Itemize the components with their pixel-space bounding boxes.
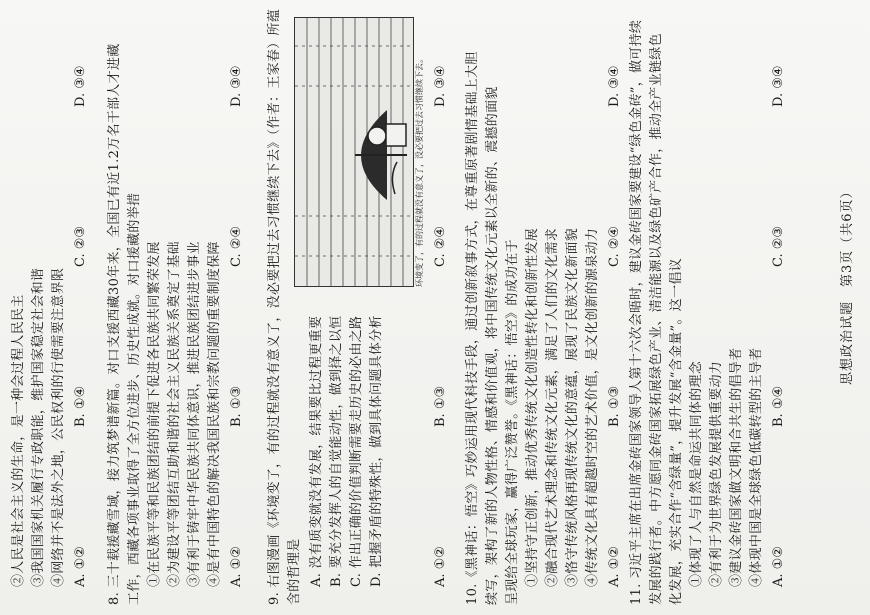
cartoon-image: [294, 17, 414, 287]
option-b: B. ①③: [433, 385, 448, 427]
q10-statement: ①坚持守正创新，推动优秀传统文化创造性转化和创新性发展: [525, 227, 540, 587]
q11-statement: ③建议金砖国家做文明和合共生的倡导者: [729, 347, 744, 587]
q10-stem: 续写，架构了新的人物性格、情感和价值观，将中国传统文化元素以全新的、震撼的面貌: [485, 86, 500, 605]
option-d: D. ③④: [229, 65, 244, 107]
q7-line: ②人民是社会主义的生命，是一种会过程人民民主: [11, 294, 26, 587]
q8-stem: 工作，西藏各项事业取得了全方位进步、历史性成就。对口援藏的举措: [127, 192, 142, 605]
option-c: C. ②③: [73, 225, 88, 267]
q10-statement: ④传统文化具有超越时空的艺术价值，是文化创新的源泉动力: [585, 227, 600, 587]
q8-statement: ①在民族平等和民族团结的前提下促进各民族共同繁荣发展: [147, 241, 162, 587]
cartoon-caption: 环境变了，有的过程就没有意义了，没必要把过去习惯继续下去。: [415, 55, 424, 287]
option-c: C. ②④: [229, 225, 244, 267]
option-b: B. ①③: [229, 385, 244, 427]
q10-statement: ②融合现代艺术理念和传统文化元素，满足了人们的文化需求: [545, 227, 560, 587]
q11-stem: 发展的践行者。中方愿同金砖国家拓展绿色产业、清洁能源以及绿色矿产合作，推动全产业链绿色: [649, 33, 664, 605]
q7-line: ④网络并不是法外之地，公民权利的行使需要注意界限: [51, 267, 66, 587]
option-d: D. ③④: [771, 65, 786, 107]
option-c: C. ②④: [433, 225, 448, 267]
q9-stem: 含的哲理是: [287, 538, 302, 605]
option-d: D. ③④: [433, 65, 448, 107]
q8-statement: ③有利于铸牢中华民族共同体意识，推进民族团结进步事业: [187, 241, 202, 587]
option-c: C. ②④: [607, 225, 622, 267]
q8-stem: 8. 三十载援藏雪域，接力筑梦谱新篇。对口支援西藏30年来，全国已有近1.2万名干部人才进藏: [107, 43, 122, 605]
q9-choice: C. 作出正确的价值判断需要走历史的必由之路: [349, 315, 364, 587]
q7-line: ③我国国家机关履行专政职能，维护国家稳定社会和谐: [31, 267, 46, 587]
q8-statement: ②为建设平等团结互助和谐的社会主义民族关系奠定了基础: [167, 241, 182, 587]
q9-stem: 9. 右图漫画《环境变了，有的过程就没有意义了，没必要把过去习惯继续下去》（作者：王家春）所蕴: [267, 8, 282, 605]
option-c: C. ②③: [771, 225, 786, 267]
q10-stem: 呈现给全球玩家，赢得广泛赞誉。《黑神话：悟空》的成功在于: [505, 239, 520, 605]
q11-statement: ④体现中国是全球绿色低碳转型的主导者: [749, 347, 764, 587]
option-d: D. ③④: [607, 65, 622, 107]
q10-statement: ③恪守传统风格再现传统文化的意蕴，展现了民族文化新面貌: [565, 227, 580, 587]
option-b: B. ①④: [771, 385, 786, 427]
option-b: B. ①③: [607, 385, 622, 427]
option-a: A. ①②: [433, 546, 448, 587]
page-footer: 思想政治试题 第3页（共6页）: [840, 184, 855, 385]
option-a: A. ①②: [73, 546, 88, 587]
q9-choice: A. 没有质变就没有发展，结果要比过程更重要: [309, 315, 324, 587]
option-b: B. ①④: [73, 385, 88, 427]
q9-choice: D. 把握矛盾的特殊性，做到具体问题具体分析: [369, 315, 384, 587]
cartoon-drawing: [295, 18, 413, 286]
q8-statement: ④是有中国特色的解决我国民族和宗教问题的重要制度保障: [207, 241, 222, 587]
option-a: A. ①②: [229, 546, 244, 587]
option-d: D. ③④: [73, 65, 88, 107]
q11-stem: 化发展，充实合作“含绿量”，提升发展“含金量”。这一倡议: [669, 258, 684, 605]
q11-statement: ①体现了人与自然是命运共同体的理念: [689, 360, 704, 587]
q11-stem: 11. 习近平主席在出席金砖国家领导人第十六次会晤时，建议金砖国家要建设“绿色金砖”，做可持续: [629, 19, 644, 605]
q10-stem: 10.《黑神话：悟空》巧妙运用现代科技手段，通过创新叙事方式，在尊重原著剧情基础上大胆: [465, 51, 480, 605]
q11-statement: ②有利于为世界绿色发展提供重要动力: [709, 360, 724, 587]
option-a: A. ①②: [607, 546, 622, 587]
q9-choice: B. 要充分发挥人的自觉能动性，做到择之以恒: [329, 315, 344, 587]
option-a: A. ①②: [771, 546, 786, 587]
